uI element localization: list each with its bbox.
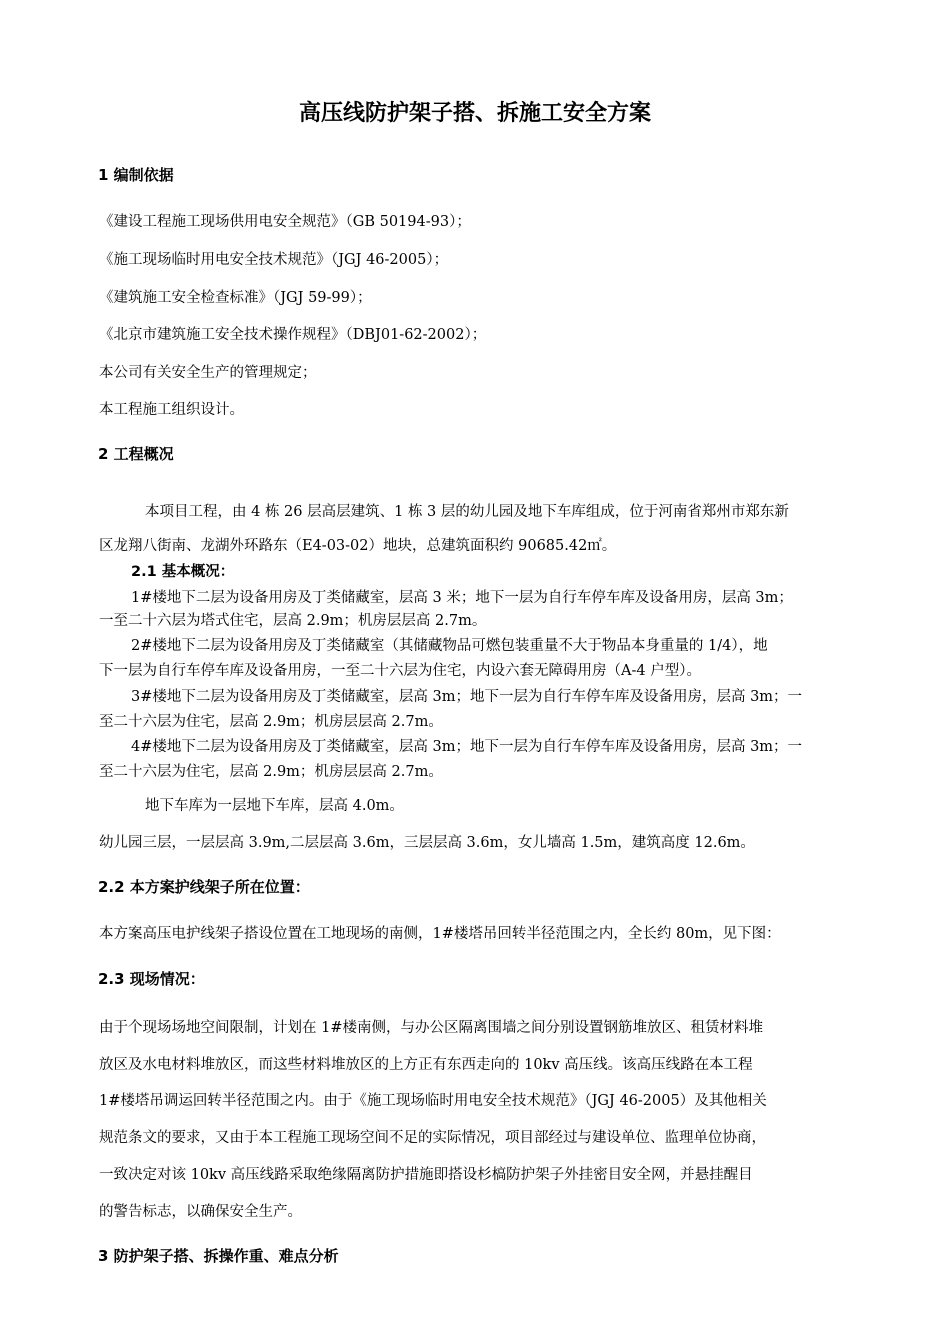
- section-1-heading: 1 编制依据: [98, 166, 174, 184]
- document-title: 高压线防护架子搭、拆施工安全方案: [298, 100, 651, 126]
- garage-text: 地下车库为一层地下车库，层高 4.0m。: [145, 798, 404, 814]
- reference-line: 《施工现场临时用电安全技术规范》（JGJ 46-2005）；: [99, 252, 449, 268]
- site-text: 规范条文的要求，又由于本工程施工现场空间不足的实际情况，项目部经过与建设单位、监理单位协商，: [99, 1130, 766, 1146]
- site-text: 放区及水电材料堆放区，而这些材料堆放区的上方正有东西走向的 10kv 高压线。该高压线路在本工程: [99, 1057, 753, 1073]
- reference-line: 《建设工程施工现场供用电安全规范》（GB 50194-93）；: [99, 214, 471, 230]
- building-1-text: 1#楼地下二层为设备用房及丁类储藏室，层高 3 米；地下一层为自行车停车库及设备用房，层高 3m；: [131, 590, 793, 606]
- building-4-text: 4#楼地下二层为设备用房及丁类储藏室，层高 3m；地下一层为自行车停车库及设备用房，层高 3m；一: [131, 739, 803, 755]
- building-2-text: 下一层为自行车停车库及设备用房，一至二十六层为住宅，内设六套无障碍用房（A-4 户型）。: [99, 663, 701, 679]
- reference-line: 《北京市建筑施工安全技术操作规程》（DBJ01-62-2002）；: [99, 327, 487, 343]
- location-text: 本方案高压电护线架子搭设位置在工地现场的南侧，1#楼塔吊回转半径范围之内，全长约 80m，见下图：: [99, 926, 781, 942]
- building-2-text: 2#楼地下二层为设备用房及丁类储藏室（其储藏物品可燃包装重量不大于物品本身重量的 1/4），地: [131, 638, 768, 654]
- subsection-2-2-heading: 2.2 本方案护线架子所在位置：: [98, 878, 310, 896]
- building-3-text: 至二十六层为住宅，层高 2.9m；机房层层高 2.7m。: [99, 714, 443, 730]
- reference-line: 本工程施工组织设计。: [99, 402, 244, 418]
- building-1-text: 一至二十六层为塔式住宅，层高 2.9m；机房层层高 2.7m。: [99, 613, 487, 629]
- site-text: 1#楼塔吊调运回转半径范围之内。由于《施工现场临时用电安全技术规范》（JGJ 46-2005）及其他相关: [99, 1093, 767, 1109]
- building-3-text: 3#楼地下二层为设备用房及丁类储藏室，层高 3m；地下一层为自行车停车库及设备用房，层高 3m；一: [131, 689, 803, 705]
- section-3-heading: 3 防护架子搭、拆操作重、难点分析: [98, 1247, 339, 1265]
- subsection-2-1-heading: 2.1 基本概况：: [131, 564, 235, 580]
- site-text: 的警告标志，以确保安全生产。: [99, 1204, 302, 1220]
- site-text: 由于个现场场地空间限制，计划在 1#楼南侧，与办公区隔离围墙之间分别设置钢筋堆放区、租赁材料堆: [99, 1020, 763, 1036]
- overview-paragraph: 区龙翔八街南、龙湖外环路东（E4-03-02）地块，总建筑面积约 90685.42㎡。: [99, 538, 617, 554]
- reference-line: 本公司有关安全生产的管理规定；: [99, 365, 317, 381]
- building-4-text: 至二十六层为住宅，层高 2.9m；机房层层高 2.7m。: [99, 764, 443, 780]
- reference-line: 《建筑施工安全检查标准》（JGJ 59-99）；: [99, 290, 372, 306]
- section-2-heading: 2 工程概况: [98, 445, 174, 463]
- kindergarten-text: 幼儿园三层，一层层高 3.9m,二层层高 3.6m，三层层高 3.6m，女儿墙高 1.5m，建筑高度 12.6m。: [99, 835, 755, 851]
- subsection-2-3-heading: 2.3 现场情况：: [98, 970, 205, 988]
- overview-paragraph: 本项目工程，由 4 栋 26 层高层建筑、1 栋 3 层的幼儿园及地下车库组成，位于河南省郑州市郑东新: [145, 504, 789, 520]
- site-text: 一致决定对该 10kv 高压线路采取绝缘隔离防护措施即搭设杉槁防护架子外挂密目安全网，并悬挂醒目: [99, 1167, 753, 1183]
